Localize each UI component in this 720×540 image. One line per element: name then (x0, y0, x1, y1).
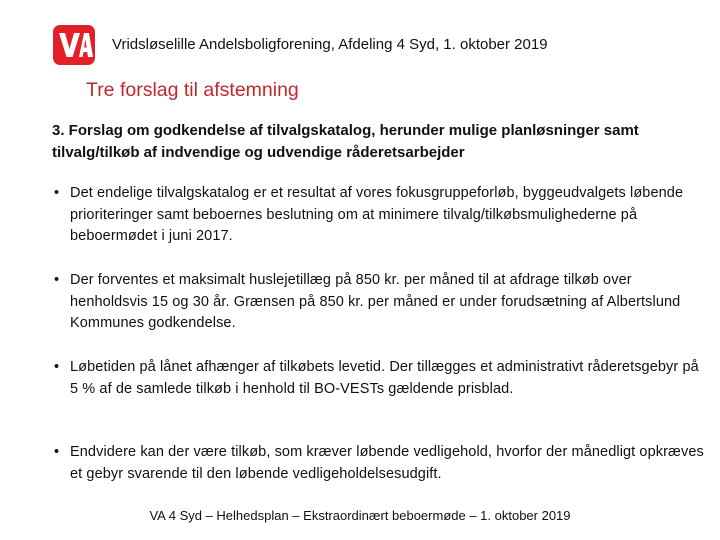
section-title: Tre forslag til afstemning (86, 79, 299, 101)
proposal-heading: 3. Forslag om godkendelse af tilvalgskatalog, herunder mulige planløsninger samt tilvalg/tilkøb af indvendige og udvendige råderetsarbejder (52, 122, 639, 161)
va-logo (53, 25, 95, 65)
bullet-item: • Det endelige tilvalgskatalog er et resultat af vores fokusgruppeforløb, byggeudvalgets løbende prioriteringer samt beboernes beslutning om at minimere tilvalg/tilkøbsmulighederne på beboermødet i juni 2017. (52, 183, 706, 248)
bullet-item: • Løbetiden på lånet afhænger af tilkøbets levetid. Der tillægges et administrativt råderetsgebyr på 5 % af de samlede tilkøb i henhold til BO-VESTs gældende prisblad. (52, 357, 706, 400)
header-title: Vridsløselille Andelsboligforening, Afdeling 4 Syd, 1. oktober 2019 (112, 36, 548, 53)
bullet-item: • Der forventes et maksimalt huslejetillæg på 850 kr. per måned til at afdrage tilkøb over henholdsvis 15 og 30 år. Grænsen på 850 kr. per måned er under forudsætning af Albertslund Kommunes godkendelse. (52, 270, 706, 335)
bullet-item: • Endvidere kan der være tilkøb, som kræver løbende vedligehold, hvorfor der månedligt opkræves et gebyr svarende til den løbende vedligeholdelsesudgift. (52, 442, 706, 485)
footer: VA 4 Syd – Helhedsplan – Ekstraordinært beboermøde – 1. oktober 2019 (149, 508, 571, 523)
